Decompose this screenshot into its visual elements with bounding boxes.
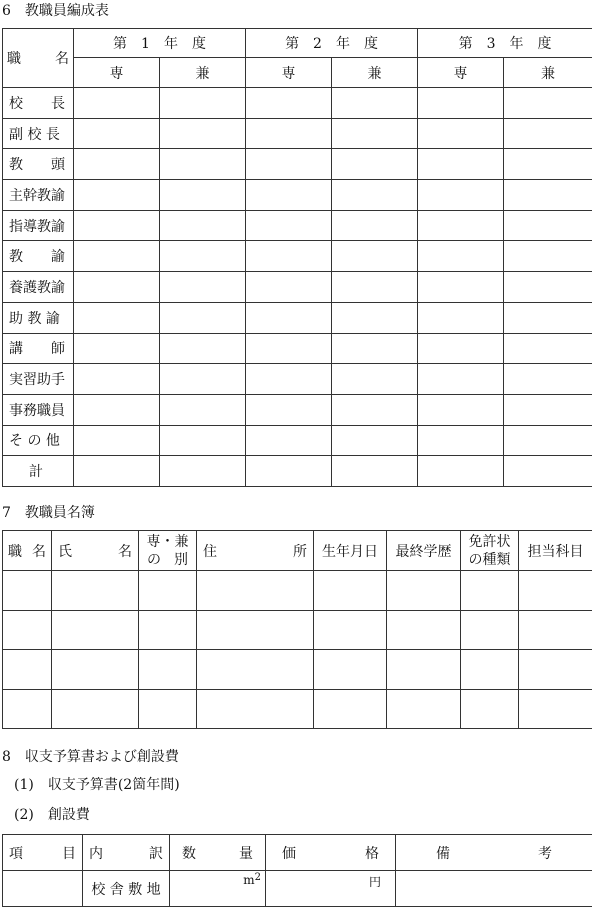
count-cell — [74, 241, 160, 272]
count-cell — [74, 333, 160, 364]
count-cell — [246, 241, 332, 272]
staff-row — [3, 302, 592, 333]
count-cell — [418, 88, 504, 119]
full-time-header: 専 — [418, 58, 504, 88]
roster-subject-header: 担当科目 — [519, 531, 592, 571]
count-cell — [74, 425, 160, 456]
count-cell — [332, 302, 418, 333]
count-cell — [246, 333, 332, 364]
count-cell — [332, 272, 418, 303]
count-cell — [332, 88, 418, 119]
roster-cell — [461, 571, 519, 611]
count-cell — [504, 210, 592, 241]
count-cell — [74, 394, 160, 425]
count-cell — [160, 180, 246, 211]
count-cell — [160, 88, 246, 119]
count-cell — [74, 118, 160, 149]
role-label: 計 — [3, 456, 74, 487]
count-cell — [332, 241, 418, 272]
count-cell — [246, 210, 332, 241]
roster-cell — [387, 650, 461, 690]
staff-composition-table — [2, 28, 592, 487]
role-label: 教 諭 — [3, 241, 74, 272]
roster-address-header: 住 所 — [197, 531, 314, 571]
count-cell — [418, 180, 504, 211]
section6-heading: 6 教職員編成表 — [2, 0, 109, 20]
count-cell — [418, 118, 504, 149]
count-cell — [160, 118, 246, 149]
count-cell — [74, 88, 160, 119]
count-cell — [418, 241, 504, 272]
staff-row — [3, 425, 592, 456]
count-cell — [418, 210, 504, 241]
roster-cell — [52, 650, 139, 690]
roster-cell — [197, 610, 314, 650]
count-cell — [418, 425, 504, 456]
section7-heading: 7 教職員名簿 — [2, 502, 95, 522]
count-cell — [160, 241, 246, 272]
role-label: 教 頭 — [3, 149, 74, 180]
count-cell — [74, 272, 160, 303]
roster-cell — [314, 610, 387, 650]
count-cell — [504, 180, 592, 211]
count-cell — [418, 364, 504, 395]
role-label: 副 校 長 — [3, 118, 74, 149]
staff-row — [3, 394, 592, 425]
roster-cell — [461, 689, 519, 729]
roster-cell — [519, 610, 592, 650]
roster-education-header: 最終学歴 — [387, 531, 461, 571]
count-cell — [504, 149, 592, 180]
roster-row — [3, 650, 592, 690]
roster-cell — [197, 689, 314, 729]
count-cell — [332, 364, 418, 395]
roster-type-header: 専・兼 の 別 — [139, 531, 197, 571]
count-cell — [504, 302, 592, 333]
count-cell — [74, 302, 160, 333]
cost-price-header: 価 格 — [266, 835, 396, 871]
count-cell — [504, 88, 592, 119]
count-cell — [246, 118, 332, 149]
roster-row — [3, 689, 592, 729]
count-cell — [504, 241, 592, 272]
cost-quantity-cell: $m^2$ — [170, 871, 266, 907]
staff-row — [3, 333, 592, 364]
count-cell — [246, 88, 332, 119]
count-cell — [246, 394, 332, 425]
role-label: 養護教諭 — [3, 272, 74, 303]
count-cell — [332, 118, 418, 149]
roster-cell — [52, 689, 139, 729]
part-time-header: 兼 — [160, 58, 246, 88]
roster-cell — [387, 610, 461, 650]
count-cell — [74, 210, 160, 241]
roster-name-header: 氏 名 — [52, 531, 139, 571]
year1-header: 第 1 年 度 — [74, 29, 246, 58]
staff-roster-table — [2, 530, 592, 729]
budget-subheading: (1) 収支予算書(2箇年間) — [14, 774, 180, 794]
count-cell — [160, 210, 246, 241]
count-cell — [160, 394, 246, 425]
count-cell — [246, 456, 332, 487]
count-cell — [246, 302, 332, 333]
roster-cell — [139, 650, 197, 690]
roster-role-header: 職 名 — [3, 531, 52, 571]
count-cell — [246, 364, 332, 395]
role-label: 事務職員 — [3, 394, 74, 425]
count-cell — [74, 456, 160, 487]
count-cell — [332, 210, 418, 241]
count-cell — [504, 364, 592, 395]
count-cell — [160, 333, 246, 364]
count-cell — [246, 272, 332, 303]
staff-row — [3, 272, 592, 303]
role-label: そ の 他 — [3, 425, 74, 456]
count-cell — [418, 456, 504, 487]
cost-item-cell — [3, 871, 83, 907]
roster-cell — [519, 571, 592, 611]
roster-row — [3, 571, 592, 611]
roster-cell — [3, 689, 52, 729]
count-cell — [504, 456, 592, 487]
roster-cell — [314, 571, 387, 611]
roster-cell — [519, 650, 592, 690]
cost-quantity-header: 数 量 — [170, 835, 266, 871]
staff-row — [3, 118, 592, 149]
count-cell — [332, 456, 418, 487]
count-cell — [74, 180, 160, 211]
roster-cell — [387, 571, 461, 611]
count-cell — [160, 302, 246, 333]
count-cell — [504, 118, 592, 149]
section8-heading: 8 収支予算書および創設費 — [2, 746, 179, 766]
roster-cell — [197, 571, 314, 611]
cost-detail-cell: 校 舎 敷 地 — [83, 871, 170, 907]
role-label: 実習助手 — [3, 364, 74, 395]
cost-price-cell: 円 — [266, 871, 396, 907]
staff-row — [3, 88, 592, 119]
roster-cell — [139, 610, 197, 650]
roster-row — [3, 610, 592, 650]
count-cell — [332, 394, 418, 425]
count-cell — [160, 364, 246, 395]
role-label: 助 教 諭 — [3, 302, 74, 333]
staff-row — [3, 456, 592, 487]
role-label: 講 師 — [3, 333, 74, 364]
count-cell — [332, 180, 418, 211]
count-cell — [246, 149, 332, 180]
count-cell — [332, 333, 418, 364]
staff-row — [3, 241, 592, 272]
roster-cell — [461, 610, 519, 650]
founding-cost-subheading: (2) 創設費 — [14, 804, 90, 824]
count-cell — [160, 149, 246, 180]
year3-header: 第 3 年 度 — [418, 29, 592, 58]
staff-row — [3, 180, 592, 211]
roster-cell — [3, 650, 52, 690]
roster-cell — [52, 571, 139, 611]
count-cell — [160, 425, 246, 456]
count-cell — [418, 394, 504, 425]
roster-birthdate-header: 生年月日 — [314, 531, 387, 571]
staff-row — [3, 364, 592, 395]
roster-cell — [519, 689, 592, 729]
roster-cell — [139, 571, 197, 611]
count-cell — [246, 425, 332, 456]
roster-cell — [314, 689, 387, 729]
role-label: 指導教諭 — [3, 210, 74, 241]
count-cell — [246, 180, 332, 211]
founding-cost-table — [2, 834, 592, 907]
roster-cell — [3, 571, 52, 611]
count-cell — [418, 149, 504, 180]
roster-cell — [3, 610, 52, 650]
staff-row — [3, 210, 592, 241]
year2-header: 第 2 年 度 — [246, 29, 418, 58]
count-cell — [504, 333, 592, 364]
count-cell — [504, 425, 592, 456]
count-cell — [418, 302, 504, 333]
full-time-header: 専 — [246, 58, 332, 88]
count-cell — [332, 425, 418, 456]
count-cell — [504, 394, 592, 425]
roster-cell — [461, 650, 519, 690]
cost-item-header: 項 目 — [3, 835, 83, 871]
staff-row — [3, 149, 592, 180]
role-label: 主幹教諭 — [3, 180, 74, 211]
role-header: 職 名 — [3, 29, 74, 88]
part-time-header: 兼 — [332, 58, 418, 88]
count-cell — [74, 149, 160, 180]
count-cell — [74, 364, 160, 395]
count-cell — [332, 149, 418, 180]
roster-cell — [139, 689, 197, 729]
roster-license-header: 免許状 の種類 — [461, 531, 519, 571]
part-time-header: 兼 — [504, 58, 592, 88]
full-time-header: 専 — [74, 58, 160, 88]
count-cell — [418, 333, 504, 364]
role-label: 校 長 — [3, 88, 74, 119]
roster-cell — [197, 650, 314, 690]
cost-note-cell — [396, 871, 592, 907]
count-cell — [160, 456, 246, 487]
square-meter-unit: m — [243, 873, 254, 887]
cost-detail-header: 内 訳 — [83, 835, 170, 871]
count-cell — [504, 272, 592, 303]
count-cell — [160, 272, 246, 303]
cost-note-header: 備 考 — [396, 835, 592, 871]
roster-cell — [387, 689, 461, 729]
roster-cell — [52, 610, 139, 650]
roster-cell — [314, 650, 387, 690]
count-cell — [418, 272, 504, 303]
